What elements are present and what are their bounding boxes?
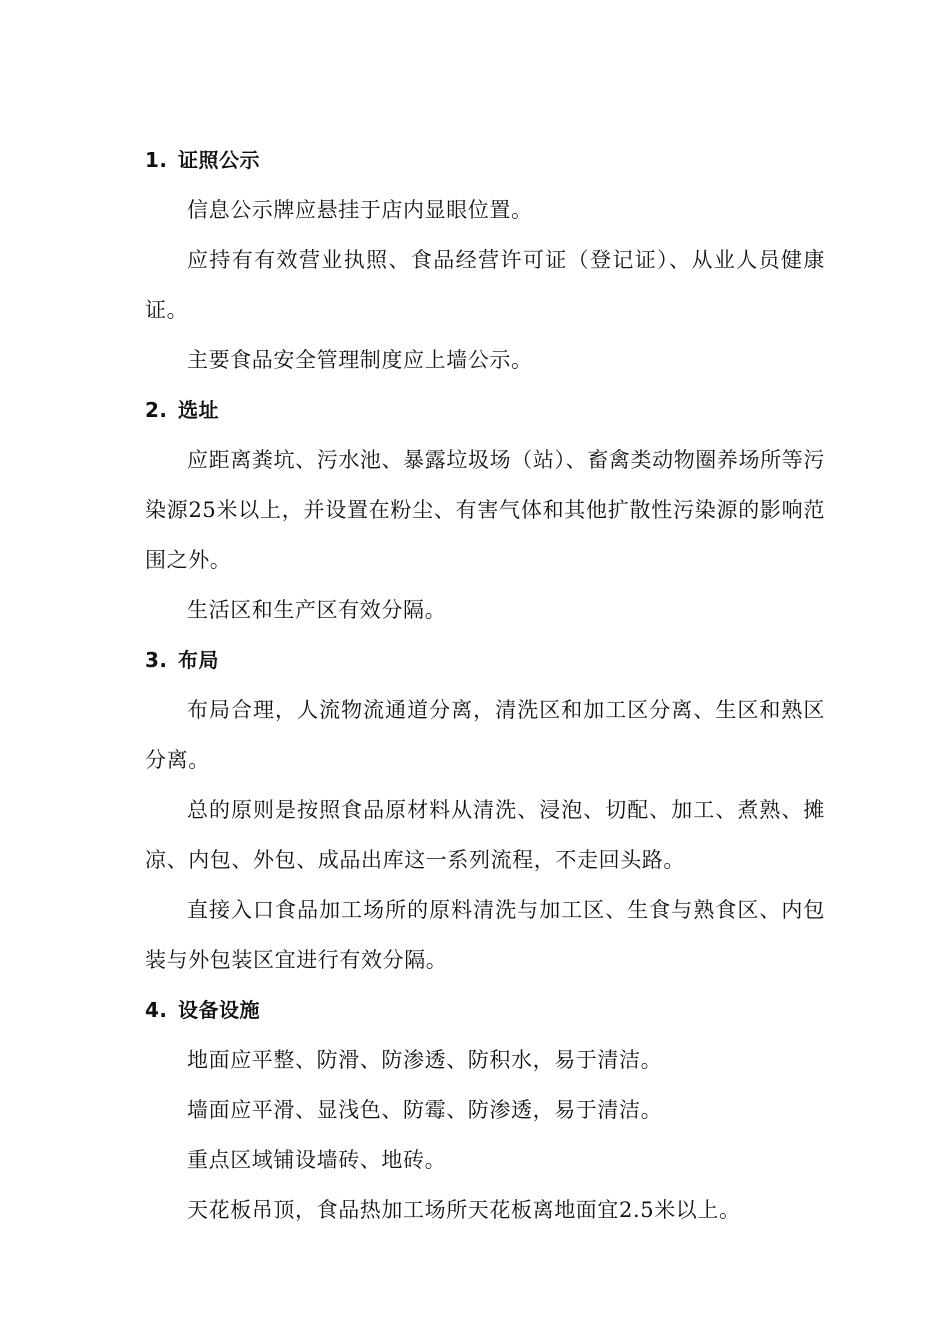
paragraph: 主要食品安全管理制度应上墙公示。 — [187, 348, 533, 372]
paragraph: 应持有有效营业执照、食品经营许可证（登记证）、从业人员健康证。 — [145, 248, 825, 322]
section-title: 选址 — [178, 398, 219, 422]
section-heading — [145, 985, 825, 1035]
section-number: 1. — [145, 148, 168, 172]
section-number: 2. — [145, 398, 168, 422]
paragraph: 直接入口食品加工场所的原料清洗与加工区、生食与熟食区、内包装与外包装区宜进行有效分隔。 — [145, 898, 825, 972]
paragraph: 总的原则是按照食品原材料从清洗、浸泡、切配、加工、煮熟、摊凉、内包、外包、成品出库这一系列流程，不走回头路。 — [145, 798, 825, 872]
paragraph: 墙面应平滑、显浅色、防霉、防渗透，易于清洁。 — [187, 1098, 663, 1122]
paragraph: 生活区和生产区有效分隔。 — [187, 598, 447, 622]
section-number: 3. — [145, 648, 168, 672]
paragraph: 重点区域铺设墙砖、地砖。 — [187, 1148, 447, 1172]
section-number: 4. — [145, 998, 168, 1022]
section-title: 设备设施 — [178, 998, 260, 1022]
section-title: 布局 — [178, 648, 219, 672]
section-heading — [145, 135, 825, 185]
paragraph: 布局合理，人流物流通道分离，清洗区和加工区分离、生区和熟区分离。 — [145, 698, 825, 772]
section-heading — [145, 635, 825, 685]
paragraph: 地面应平整、防滑、防渗透、防积水，易于清洁。 — [187, 1048, 663, 1072]
section-title: 证照公示 — [178, 148, 260, 172]
document-body — [145, 135, 825, 1235]
paragraph: 天花板吊顶，食品热加工场所天花板离地面宜2.5米以上。 — [187, 1198, 741, 1222]
paragraph: 信息公示牌应悬挂于店内显眼位置。 — [187, 198, 533, 222]
section-heading — [145, 385, 825, 435]
paragraph: 应距离粪坑、污水池、暴露垃圾场（站）、畜禽类动物圈养场所等污染源25米以上，并设置在粉尘、有害气体和其他扩散性污染源的影响范围之外。 — [145, 448, 825, 572]
